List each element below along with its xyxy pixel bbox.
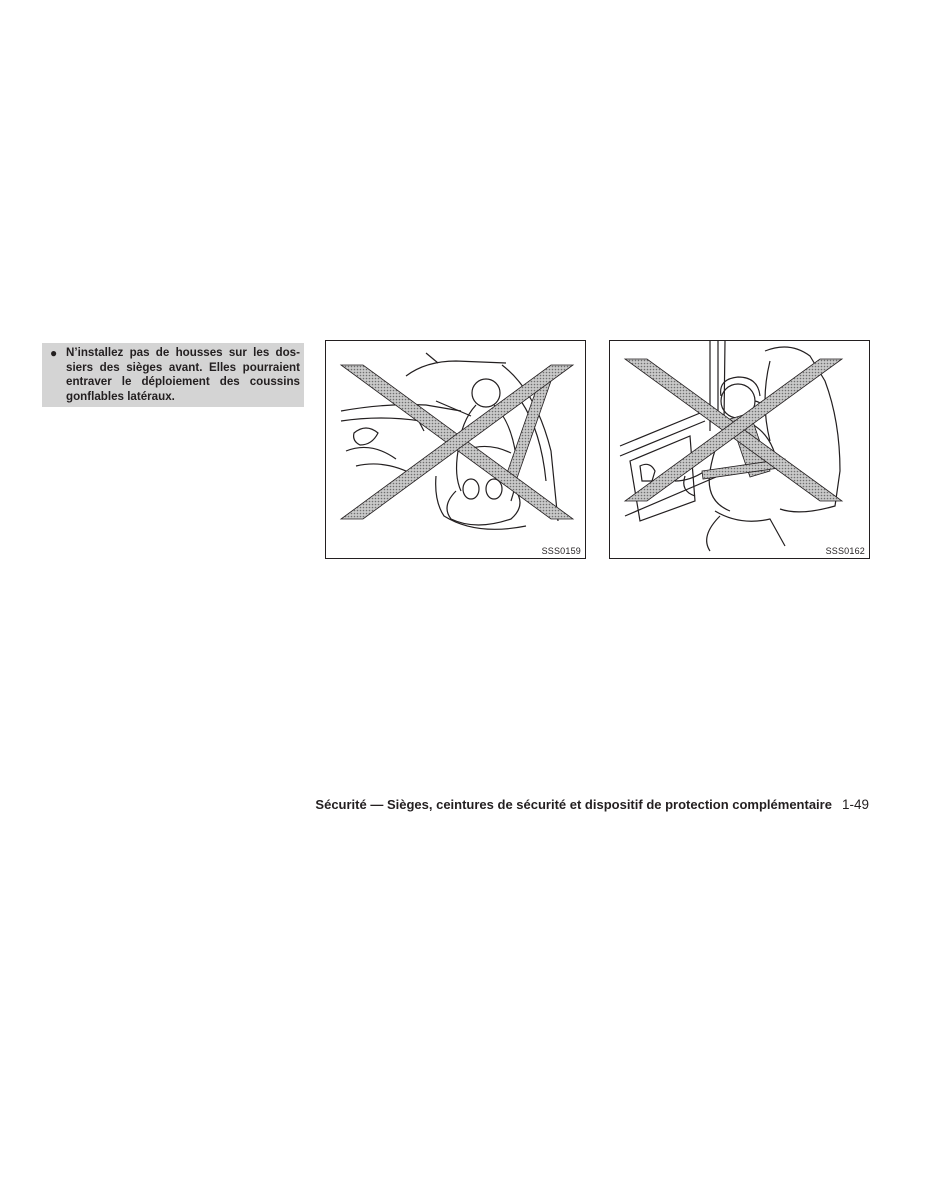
figure-child-front-seat bbox=[325, 340, 586, 559]
section-title: Sécurité — Sièges, ceintures de sécurité et dispositif de protection complémentaire bbox=[315, 797, 832, 812]
figure-girl-against-door bbox=[609, 340, 870, 559]
bullet-icon: ● bbox=[50, 346, 58, 360]
warning-note bbox=[42, 343, 304, 407]
girl-leaning-on-door-crossed-out-illustration bbox=[610, 341, 869, 558]
figure-code: SSS0162 bbox=[825, 546, 865, 556]
page-footer bbox=[315, 797, 869, 812]
figure-code: SSS0159 bbox=[541, 546, 581, 556]
page-number: 1-49 bbox=[841, 797, 869, 812]
warning-text: N’installez pas de housses sur les dossiers des sièges avant. Elles pourraient entraver le déploiement des coussins gonflables latéraux. bbox=[66, 346, 300, 403]
child-seated-with-belt-crossed-out-illustration bbox=[326, 341, 585, 558]
